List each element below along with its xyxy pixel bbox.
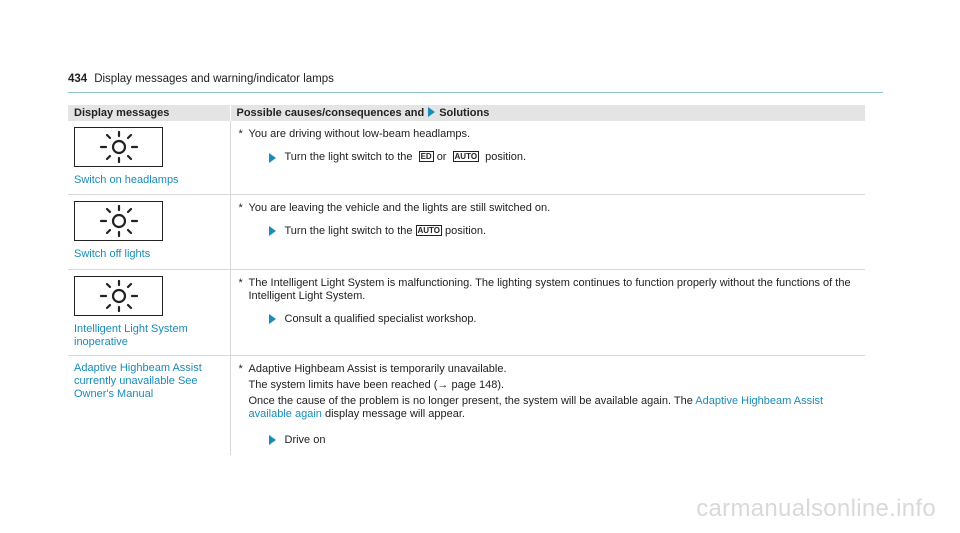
action-arrow-icon xyxy=(269,226,276,236)
cause-item xyxy=(239,277,858,303)
cause-text: You are driving without low-beam headlamps. xyxy=(248,128,471,140)
message-cell xyxy=(68,269,230,355)
table-header-row xyxy=(68,105,865,121)
watermark: carmanualsonline.info xyxy=(696,495,936,522)
message-text-line1: Intelligent Light System xyxy=(74,322,188,335)
message-cell xyxy=(68,194,230,269)
page-header xyxy=(68,73,883,93)
cause-body xyxy=(249,363,858,424)
action-item xyxy=(269,313,858,326)
action-text-or: or xyxy=(436,151,447,163)
action-text xyxy=(285,151,527,164)
light-bulb-icon xyxy=(74,201,163,241)
action-item xyxy=(269,434,858,447)
action-text-post: position. xyxy=(445,224,487,237)
display-messages-table xyxy=(68,105,865,455)
solutions-header-label: Solutions xyxy=(439,107,490,119)
cause-cell xyxy=(230,194,865,269)
bullet-star: * xyxy=(238,201,243,214)
cause-cell xyxy=(230,269,865,355)
message-cell xyxy=(68,121,230,194)
cause-item xyxy=(239,202,858,215)
cause-text-line3-message: Adaptive Highbeam Assist available again xyxy=(248,394,824,420)
auto-switch-icon: AUTO xyxy=(454,152,478,161)
action-arrow-icon xyxy=(269,435,276,445)
action-arrow-icon xyxy=(269,153,276,163)
page-header-title: Display messages and warning/indicator lamps xyxy=(94,73,334,85)
bullet-star: * xyxy=(238,362,243,375)
page-number: 434 xyxy=(68,73,88,85)
action-text: Consult a qualified specialist workshop. xyxy=(284,312,477,325)
causes-header-label: Possible causes/consequences and xyxy=(236,107,425,119)
auto-switch-icon: AUTO xyxy=(417,225,441,235)
action-arrow-icon xyxy=(269,314,276,324)
cause-text-line3-post: display message will appear. xyxy=(324,407,465,420)
cause-cell xyxy=(230,121,865,194)
cause-text-line2: The system limits have been reached (→ page 148). xyxy=(248,378,505,391)
message-text: Switch on headlamps xyxy=(74,174,179,186)
cause-text: You are leaving the vehicle and the lights are still switched on. xyxy=(248,201,551,214)
table-row xyxy=(68,355,865,455)
message-text: Switch off lights xyxy=(74,247,151,260)
light-bulb-icon xyxy=(74,276,163,316)
cause-text-line1: Adaptive Highbeam Assist is temporarily unavailable. xyxy=(248,362,507,375)
action-text-pre: Turn the light switch to the xyxy=(284,224,413,237)
message-cell xyxy=(68,355,230,455)
low-beam-switch-icon: ED xyxy=(420,152,432,161)
light-bulb-icon xyxy=(74,127,163,167)
cause-cell xyxy=(230,355,865,455)
cause-item xyxy=(239,128,858,141)
column-header-display-messages: Display messages xyxy=(68,105,230,121)
bullet-star: * xyxy=(238,276,243,289)
action-item xyxy=(269,151,858,164)
solution-arrow-icon xyxy=(428,107,435,117)
bullet-star: * xyxy=(238,128,243,140)
action-text xyxy=(285,225,487,238)
action-text-post: position. xyxy=(485,151,527,163)
message-text-line3: Owner's Manual xyxy=(74,387,154,400)
table-row xyxy=(68,269,865,355)
message-text-line1: Adaptive Highbeam Assist xyxy=(74,361,202,374)
column-header-causes xyxy=(230,105,865,121)
message-text-line2: currently unavailable See xyxy=(74,374,198,387)
action-text-pre: Turn the light switch to the xyxy=(284,151,413,163)
cause-text-line3 xyxy=(249,395,858,421)
table-row xyxy=(68,121,865,194)
cause-text-line3-pre: Once the cause of the problem is no longer present, the system will be available again. The xyxy=(248,394,693,407)
action-item xyxy=(269,225,858,238)
cause-item xyxy=(239,363,858,424)
cause-text: The Intelligent Light System is malfunctioning. The lighting system continues to function properly without the functions of the Intelligent Light System. xyxy=(248,276,851,302)
table-row xyxy=(68,194,865,269)
message-text-line2: inoperative xyxy=(74,335,128,348)
action-text: Drive on xyxy=(284,433,326,446)
